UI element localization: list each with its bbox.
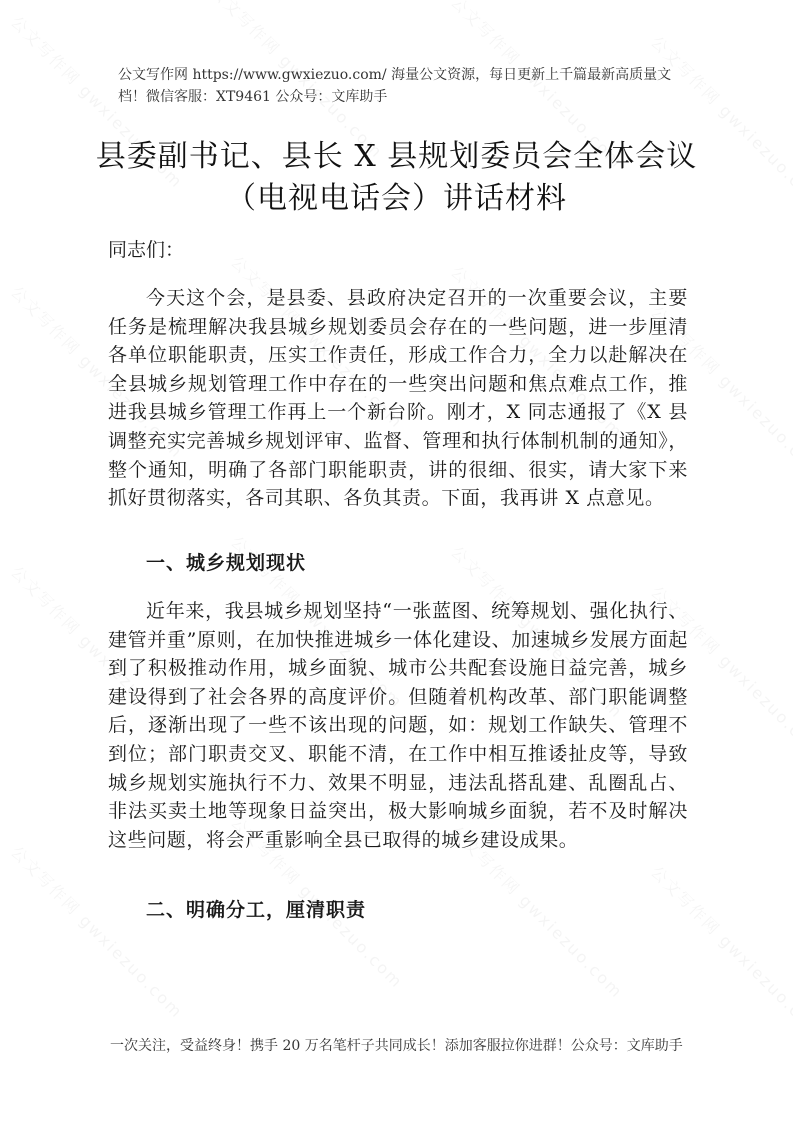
footer-promo-note: 一次关注，受益终身！携手 20 万名笔杆子共同成长！添加客服拉你进群！公众号：文库助手: [110, 1038, 683, 1054]
watermark: [6, 840, 189, 1023]
header-promo-note: 公文写作网 https://www.gwxiezuo.com/ 海量公文资源，每日更新上千篇最新高质量文档！微信客服：XT9461 公众号：文库助手: [118, 67, 672, 105]
section-heading-1: 一、城乡规划现状: [146, 552, 307, 574]
title-line-2: （电视电话会）讲话材料: [226, 181, 567, 216]
salutation: 同志们：: [108, 239, 185, 261]
body-paragraph-2: 近年来，我县城乡规划坚持“一张蓝图、统筹规划、强化执行、建管并重”原则，在加快推进城乡一体化建设、加速城乡发展方面起到了积极推动作用，城乡面貌、城市公共配套设施日益完善，城乡建设得到了社会各界的高度评价。但随着机构改革、部门职能调整后，逐渐出现了一些不该出现的问题，如：规划工作缺失、管理不到位；部门职责交叉、职能不清，在工作中相互推诿扯皮等，导致城乡规划实施执行不力、效果不明显，违法乱搭乱建、乱圈乱占、非法买卖土地等现象日益突出，极大影响城乡面貌，若不及时解决这些问题，将会严重影响全县已取得的城乡建设成果。: [108, 600, 688, 851]
watermark: [646, 860, 793, 1043]
document-title: [90, 136, 703, 220]
section-heading-2: 二、明确分工，厘清职责: [146, 899, 367, 921]
title-line-1: 县委副书记、县长 X 县规划委员会全体会议: [95, 139, 698, 174]
body-paragraph-1: 今天这个会，是县委、县政府决定召开的一次重要会议，主要任务是梳理解决我县城乡规划委员会存在的一些问题，进一步厘清各单位职能职责，压实工作责任，形成工作合力，全力以赴解决在全县城乡规划管理工作中存在的一些突出问题和焦点难点工作，推进我县城乡管理工作再上一个新台阶。刚才，X 同志通报了《X 县调整充实完善城乡规划评审、监督、管理和执行体制机制的通知》，整个通知，明确了各部门职能职责，讲的很细、很实，请大家下来抓好贯彻落实，各司其职、各负其责。下面，我再讲 X 点意见。: [108, 287, 688, 510]
